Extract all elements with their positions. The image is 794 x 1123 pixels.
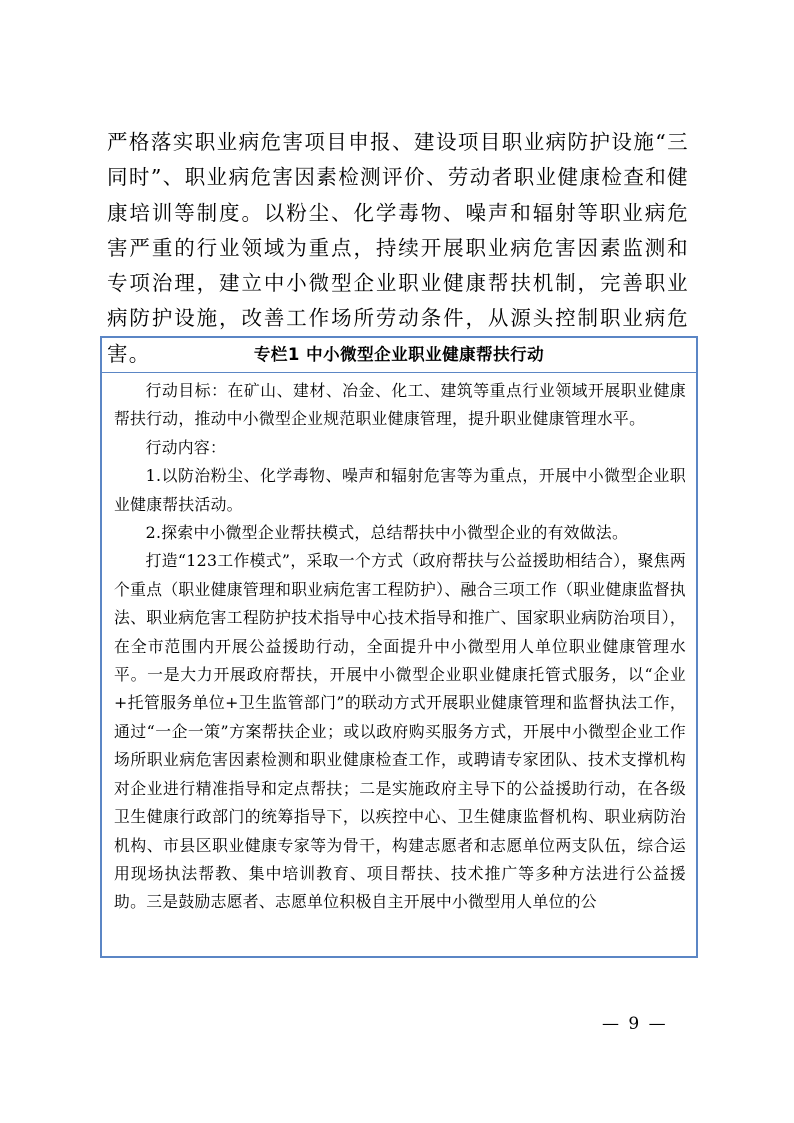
content-item-2: 2.探索中小微型企业帮扶模式，总结帮扶中小微型企业的有效做法。 xyxy=(145,523,629,543)
content-item-1: 1.以防治粉尘、化学毒物、噪声和辐射危害等为重点，开展中小微型企业职业健康帮扶活动。 xyxy=(114,466,686,514)
column-box xyxy=(100,336,698,958)
column-box-title: 专栏1 中小微型企业职业健康帮扶行动 xyxy=(102,338,696,373)
action-goal-paragraph: 行动目标：在矿山、建材、冶金、化工、建筑等重点行业领域开展职业健康帮扶行动，推动中小微型企业规范职业健康管理，提升职业健康管理水平。 xyxy=(114,381,686,429)
column-box-body xyxy=(102,373,696,917)
action-content-heading: 行动内容： xyxy=(145,437,227,457)
intro-paragraph: 严格落实职业病危害项目申报、建设项目职业病防护设施“三同时”、职业病危害因素检测评价、劳动者职业健康检查和健康培训等制度。以粉尘、化学毒物、噪声和辐射等职业病危害严重的行业领域为重点，持续开展职业病危害因素监测和专项治理，建立中小微型企业职业健康帮扶机制，完善职业病防护设施，改善工作场所劳动条件，从源头控制职业病危害。 xyxy=(107,130,689,366)
page-number: — 9 — xyxy=(602,1014,668,1034)
model-description-paragraph: 打造“123工作模式”，采取一个方式（政府帮扶与公益援助相结合），聚焦两个重点（职业健康管理和职业病危害工程防护）、融合三项工作（职业健康监督执法、职业病危害工程防护技术指导中心技术指导和推广、国家职业病防治项目），在全市范围内开展公益援助行动，全面提升中小微型用人单位职业健康管理水平。一是大力开展政府帮扶，开展中小微型企业职业健康托管式服务，以“企业+托管服务单位+卫生监管部门”的联动方式开展职业健康管理和监督执法工作，通过“一企一策”方案帮扶企业；或以政府购买服务方式，开展中小微型企业工作场所职业病危害因素检测和职业健康检查工作，或聘请专家团队、技术支撑机构对企业进行精准指导和定点帮扶；二是实施政府主导下的公益援助行动，在各级卫生健康行政部门的统筹指导下，以疾控中心、卫生健康监督机构、职业病防治机构、市县区职业健康专家等为骨干，构建志愿者和志愿单位两支队伍，综合运用现场执法帮教、集中培训教育、项目帮扶、技术推广等多种方法进行公益援助。三是鼓励志愿者、志愿单位积极自主开展中小微型用人单位的公 xyxy=(114,551,686,912)
